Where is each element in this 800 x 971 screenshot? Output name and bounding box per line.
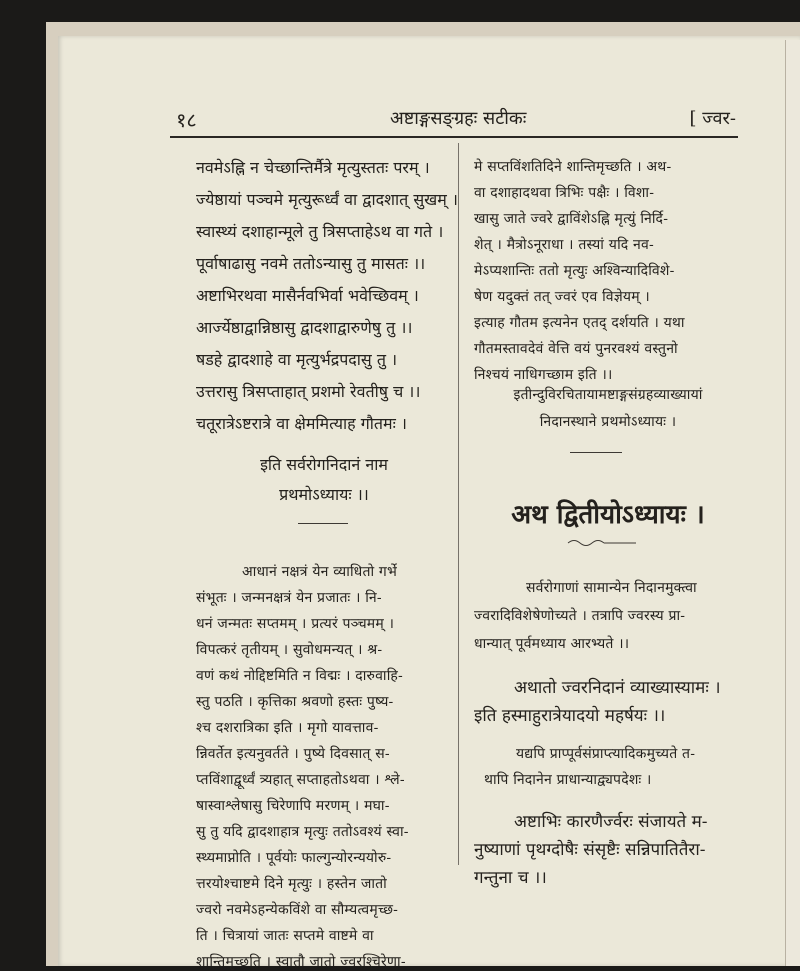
commentary-line: मे सप्तविंशतिदिने शान्तिमृच्छति । अथ-	[474, 159, 672, 175]
verse-line: पूर्वाषाढासु नवमे ततोऽन्यासु तु मासतः ।।	[196, 254, 426, 273]
verse-line: स्वास्थ्यं दशाहान्मूले तु त्रिसप्ताहेऽथ वा गते ।	[196, 222, 444, 241]
verse-line: उत्तरासु त्रिसप्ताहात् प्रशमो रेवतीषु च ।।	[196, 382, 421, 401]
commentary-line: श्च दशरात्रिका इति । मृगो यावत्ताव-	[196, 720, 379, 736]
commentary-line: शान्तिमृच्छति । स्वातौ जातो ज्वरश्चिरेणा-	[196, 954, 406, 970]
chapter-heading: अथ द्वितीयोऽध्यायः ।	[511, 500, 705, 530]
commentary-line: ज्वरो नवमेऽहन्येकविंशे वा सौम्यत्वमृच्छ-	[196, 902, 399, 918]
intro-line: ज्वरादिविशेषेणोच्यते । तत्रापि ज्वरस्य प्रा-	[474, 608, 686, 624]
commentary-line: धनं जन्मतः सप्तमम् । प्रत्यरं पञ्चमम् ।	[196, 616, 395, 632]
running-title: अष्टाङ्गसङ्ग्रहः सटीकः	[390, 108, 527, 129]
verse-line: नवमेऽह्नि न चेच्छान्तिर्मैत्रे मृत्युस्ततः परम् ।	[196, 158, 430, 177]
verse-line: षडहे द्वादशाहे वा मृत्युर्भद्रपदासु तु ।	[196, 350, 398, 369]
section-mark: [ ज्वर-	[689, 108, 736, 129]
verse-line: आर्ज्येष्ठाद्वान्निष्ठासु द्वादशाद्वारुणेषु तु ।।	[196, 318, 413, 337]
commentary-line: ति । चित्रायां जातः सप्तमे वाष्टमे वा	[196, 928, 374, 944]
verse-line: चतूरात्रेऽष्टरात्रे वा क्षेममित्याह गौतमः ।	[196, 414, 407, 433]
commentary-line: संभूतः । जन्मनक्षत्रं येन प्रजातः । नि-	[196, 590, 382, 606]
header-rule	[170, 136, 738, 138]
commentary-line: मेऽप्यशान्तिः ततो मृत्युः अश्विन्यादिविशे-	[474, 263, 675, 279]
chapter-colophon-end: प्रथमोऽध्यायः ।।	[279, 485, 369, 504]
column-divider	[458, 143, 459, 865]
ornamental-divider	[566, 537, 638, 547]
commentary-line: त्तरयोश्चाष्टमे दिने मृत्युः । हस्तेन जातो	[196, 876, 387, 892]
verse-line: अष्टाभिः कारणैर्ज्वरः संजायते म-	[514, 812, 708, 832]
commentary-colophon: इतीन्दुविरचितायामष्टाङ्गसंग्रहव्याख्यायां	[513, 387, 703, 403]
commentary-line: सु तु यदि द्वादशाहात्र मृत्युः ततोऽवश्यं स्वा-	[196, 824, 409, 840]
commentary-line: प्तविंशाद्वूर्ध्वं त्र्यहात् सप्ताहतोऽथवा । श्ले-	[196, 772, 405, 788]
commentary-line: शेत् । मैत्रोऽनूराधा । तस्यां यदि नव-	[474, 237, 654, 253]
verse-line: ज्येष्ठायां पञ्चमे मृत्युरूर्ध्वं वा द्वादशात् सुखम् ।	[196, 190, 458, 209]
commentary-line: षास्वाश्लेषासु चिरेणापि मरणम् । मघा-	[196, 798, 390, 814]
page-number: १८	[176, 108, 197, 132]
verse-line: गन्तुना च ।।	[474, 868, 547, 888]
commentary-line: षेण यदुक्तं तत् ज्वरं एव विज्ञेयम् ।	[474, 289, 650, 305]
sutra-line: इति हस्माहुरात्रेयादयो महर्षयः ।।	[474, 706, 666, 726]
commentary-line: वणं कथं नोद्दिष्टमिति न विद्मः । दारुवाहि-	[196, 668, 403, 684]
chapter-colophon-title: इति सर्वरोगनिदानं नाम	[260, 455, 388, 474]
verse-line: नुष्याणां पृथग्दोषैः संसृष्टैः सन्निपातितैरा-	[474, 840, 706, 860]
separator-rule	[298, 523, 348, 524]
sutra-line: अथातो ज्वरनिदानं व्याख्यास्यामः ।	[514, 678, 721, 698]
commentary-line: निश्चयं नाधिगच्छाम इति ।।	[474, 367, 613, 383]
commentary-line: खासु जाते ज्वरे द्वाविंशेऽह्नि मृत्युं निर्दि-	[474, 211, 669, 227]
commentary-line: वा दशाहादथवा त्रिभिः पक्षैः । विशा-	[474, 185, 655, 201]
commentary-line: विपत्करं तृतीयम् । सुवोधमन्यत् । श्र-	[196, 642, 383, 658]
explanation-line: यद्यपि प्राप्पूर्वसंप्राप्त्यादिकमुच्यते त-	[516, 746, 696, 762]
intro-line: सर्वरोगाणां सामान्येन निदानमुक्त्वा	[526, 580, 697, 596]
commentary-line: इत्याह गौतम इत्यनेन एतद् दर्शयति । यथा	[474, 315, 685, 331]
commentary-line: आधानं नक्षत्रं येन व्याधितो गर्भे	[242, 564, 398, 580]
commentary-line: गौतमस्तावदेवं वेत्ति वयं पुनरवश्यं वस्तुनो	[474, 341, 678, 357]
explanation-line: थापि निदानेन प्राधान्याद्व्यपदेशः ।	[484, 772, 652, 788]
commentary-line: स्तु पठति । कृत्तिका श्रवणो हस्तः पुष्य-	[196, 694, 394, 710]
separator-rule	[570, 452, 622, 453]
page-header	[176, 106, 736, 136]
commentary-line: न्निवर्तेत इत्यनुवर्तते । पुष्ये दिवसात् स-	[196, 746, 390, 762]
commentary-line: स्थ्यमाप्नोति । पूर्वयोः फाल्गुन्योरन्ययोरु-	[196, 850, 392, 866]
intro-line: धान्यात् पूर्वमध्याय आरभ्यते ।।	[474, 636, 630, 652]
verse-line: अष्टाभिरथवा मासैर्नवभिर्वा भवेच्छिवम् ।	[196, 286, 419, 305]
next-page-edge	[785, 40, 800, 966]
commentary-colophon-end: निदानस्थाने प्रथमोऽध्यायः ।	[539, 414, 677, 430]
